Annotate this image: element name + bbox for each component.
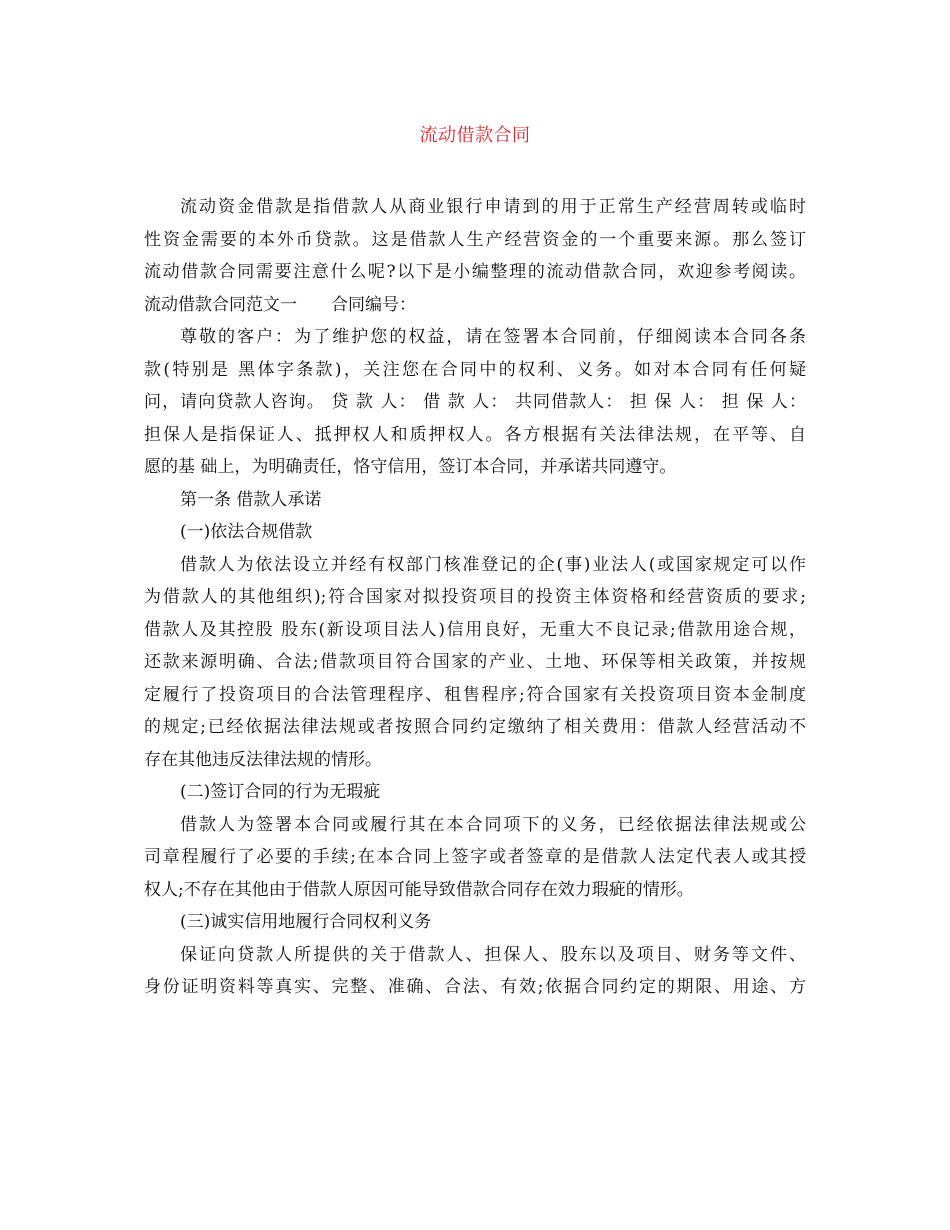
paragraph-line: 存在其他违反法律法规的情形。 [144, 749, 382, 770]
paragraph-line: 流动借款合同范文一 合同编号： [144, 294, 416, 315]
paragraph-line: 款(特别是 黑体字条款)，关注您在合同中的权利、义务。如对本合同有任何疑 [144, 359, 806, 380]
paragraph-line: 还款来源明确、合法;借款项目符合国家的产业、土地、环保等相关政策，并按规 [144, 652, 806, 672]
paragraph-line: 性资金需要的本外币贷款。这是借款人生产经营资金的一个重要来源。那么签订 [144, 229, 806, 250]
paragraph-line: 司章程履行了必要的手续;在本合同上签字或者签章的是借款人法定代表人或其授 [144, 847, 806, 867]
paragraph-line: 借款人为签署本合同或履行其在本合同项下的义务，已经依据法律法规或公 [180, 814, 806, 835]
paragraph-line: 借款人及其控股 股东(新设项目法人)信用良好，无重大不良记录;借款用途合规， [144, 619, 806, 640]
subsection-heading: (三)诚实信用地履行合同权利义务 [180, 912, 432, 932]
paragraph-line: 愿的基 础上，为明确责任，恪守信用，签订本合同，并承诺共同遵守。 [144, 457, 677, 477]
paragraph-line: 流动借款合同需要注意什么呢?以下是小编整理的流动借款合同，欢迎参考阅读。 [144, 262, 806, 282]
section-heading: 第一条 借款人承诺 [180, 489, 322, 510]
paragraph-line: 担保人是指保证人、抵押权人和质押权人。各方根据有关法律法规，在平等、自 [144, 424, 806, 445]
paragraph-line: 流动资金借款是指借款人从商业银行申请到的用于正常生产经营周转或临时 [180, 197, 806, 217]
subsection-heading: (一)依法合规借款 [180, 522, 313, 542]
paragraph-line: 为借款人的其他组织);符合国家对拟投资项目的投资主体资格和经营资质的要求; [144, 587, 806, 607]
paragraph-line: 问，请向贷款人咨询。 贷 款 人： 借 款 人： 共同借款人： 担 保 人： 担 保 人： [144, 392, 806, 412]
paragraph-line: 定履行了投资项目的合法管理程序、租售程序;符合国家有关投资项目资本金制度 [144, 684, 806, 705]
document-body [144, 191, 806, 1004]
paragraph-line: 权人;不存在其他由于借款人原因可能导致借款合同存在效力瑕疵的情形。 [144, 879, 694, 900]
paragraph-line: 借款人为依法设立并经有权部门核准登记的企(事)业法人(或国家规定可以作 [180, 554, 806, 575]
paragraph-line: 尊敬的客户：为了维护您的权益，请在签署本合同前，仔细阅读本合同各条 [180, 327, 806, 347]
paragraph-line: 的规定;已经依据法律法规或者按照合同约定缴纳了相关费用：借款人经营活动不 [144, 717, 806, 737]
paragraph-line: 身份证明资料等真实、完整、准确、合法、有效;依据合同约定的期限、用途、方 [144, 977, 806, 997]
subsection-heading: (二)签订合同的行为无瑕疵 [180, 782, 381, 802]
document-title: 流动借款合同 [419, 125, 531, 146]
paragraph-line: 保证向贷款人所提供的关于借款人、担保人、股东以及项目、财务等文件、 [180, 944, 806, 965]
